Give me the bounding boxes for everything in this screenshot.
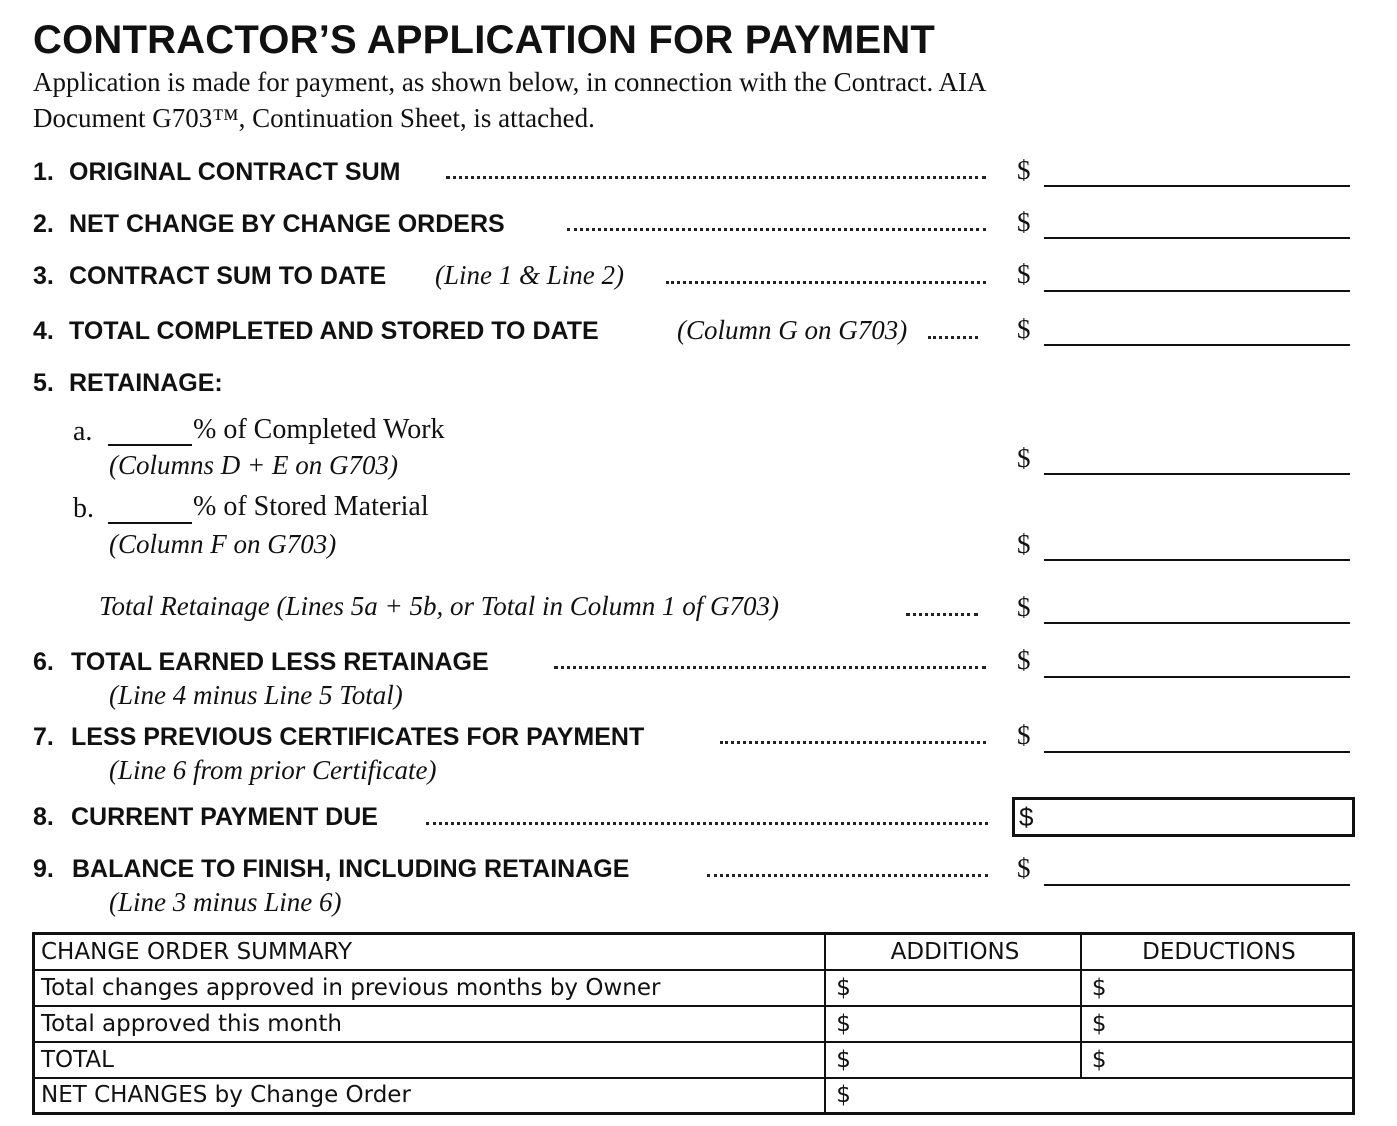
line-5b-letter: b. bbox=[73, 493, 94, 524]
additions-this-month-field[interactable]: $ bbox=[825, 1006, 1081, 1042]
deductions-previous-months-field[interactable]: $ bbox=[1081, 970, 1354, 1006]
line-7-label: LESS PREVIOUS CERTIFICATES FOR PAYMENT bbox=[71, 723, 645, 751]
line-5a-percent-field[interactable] bbox=[108, 444, 192, 446]
line-9-label: BALANCE TO FINISH, INCLUDING RETAINAGE bbox=[72, 855, 630, 883]
line-7-note: (Line 6 from prior Certificate) bbox=[109, 755, 437, 785]
line-5a-amount-field[interactable] bbox=[1044, 473, 1350, 475]
total-retainage-dollar: $ bbox=[1017, 592, 1031, 622]
total-retainage-leader bbox=[906, 613, 978, 616]
line-3-leader bbox=[666, 281, 986, 284]
row-label-this-month: Total approved this month bbox=[34, 1006, 826, 1042]
line-5b-note: (Column F on G703) bbox=[109, 529, 337, 559]
table-header-row bbox=[34, 934, 1354, 970]
header-additions: ADDITIONS bbox=[825, 934, 1081, 970]
line-3-dollar: $ bbox=[1017, 259, 1031, 289]
line-4-amount-field[interactable] bbox=[1044, 344, 1350, 346]
line-1-label: ORIGINAL CONTRACT SUM bbox=[69, 158, 401, 186]
line-6-amount-field[interactable] bbox=[1044, 676, 1350, 678]
change-order-summary-table bbox=[32, 932, 1355, 1115]
row-label-total: TOTAL bbox=[34, 1042, 826, 1078]
line-8-leader bbox=[426, 822, 988, 825]
line-7-amount-field[interactable] bbox=[1044, 751, 1350, 753]
intro-line-1: Application is made for payment, as shown below, in connection with the Contract. AIA bbox=[33, 67, 987, 97]
line-1-amount-field[interactable] bbox=[1044, 185, 1350, 187]
total-retainage-amount-field[interactable] bbox=[1044, 622, 1350, 624]
line-5-number: 5. bbox=[33, 369, 54, 397]
additions-total-field[interactable]: $ bbox=[825, 1042, 1081, 1078]
line-5a-dollar: $ bbox=[1017, 443, 1031, 473]
line-2-label: NET CHANGE BY CHANGE ORDERS bbox=[69, 210, 505, 238]
header-deductions: DEDUCTIONS bbox=[1081, 934, 1354, 970]
additions-previous-months-field[interactable]: $ bbox=[825, 970, 1081, 1006]
line-3-amount-field[interactable] bbox=[1044, 290, 1350, 292]
intro-line-2: Document G703™, Continuation Sheet, is attached. bbox=[33, 103, 595, 133]
table-row bbox=[34, 1006, 1354, 1042]
total-retainage-label: Total Retainage (Lines 5a + 5b, or Total in Column 1 of G703) bbox=[99, 591, 780, 621]
line-6-dollar: $ bbox=[1017, 645, 1031, 675]
line-5a-letter: a. bbox=[73, 416, 93, 447]
table-row bbox=[34, 1078, 1354, 1114]
deductions-this-month-field[interactable]: $ bbox=[1081, 1006, 1354, 1042]
line-7-number: 7. bbox=[33, 723, 54, 751]
line-3-number: 3. bbox=[33, 262, 54, 290]
line-4-leader bbox=[928, 336, 978, 339]
line-4-note: (Column G on G703) bbox=[677, 315, 908, 345]
row-label-previous-months: Total changes approved in previous months by Owner bbox=[34, 970, 826, 1006]
line-8-number: 8. bbox=[33, 803, 54, 831]
line-1-dollar: $ bbox=[1017, 155, 1031, 185]
row-label-net-changes: NET CHANGES by Change Order bbox=[34, 1078, 826, 1114]
table-row bbox=[34, 970, 1354, 1006]
line-6-note: (Line 4 minus Line 5 Total) bbox=[109, 680, 403, 710]
current-payment-due-field[interactable] bbox=[1012, 797, 1355, 837]
line-2-amount-field[interactable] bbox=[1044, 237, 1350, 239]
line-5a-label: % of Completed Work bbox=[193, 414, 445, 445]
line-5a-note: (Columns D + E on G703) bbox=[109, 450, 398, 480]
line-9-leader bbox=[707, 874, 988, 877]
line-5-label: RETAINAGE: bbox=[69, 369, 223, 397]
line-8-label: CURRENT PAYMENT DUE bbox=[71, 803, 378, 831]
line-4-label: TOTAL COMPLETED AND STORED TO DATE bbox=[69, 317, 599, 345]
line-1-number: 1. bbox=[33, 158, 54, 186]
line-6-number: 6. bbox=[33, 648, 54, 676]
line-3-note: (Line 1 & Line 2) bbox=[435, 260, 624, 290]
line-2-number: 2. bbox=[33, 210, 54, 238]
line-5b-label: % of Stored Material bbox=[193, 491, 429, 522]
line-7-dollar: $ bbox=[1017, 720, 1031, 750]
line-7-leader bbox=[720, 741, 986, 744]
line-5b-amount-field[interactable] bbox=[1044, 559, 1350, 561]
line-2-leader bbox=[567, 228, 986, 231]
deductions-total-field[interactable]: $ bbox=[1081, 1042, 1354, 1078]
table-row bbox=[34, 1042, 1354, 1078]
line-9-number: 9. bbox=[33, 855, 54, 883]
line-6-leader bbox=[554, 666, 986, 669]
line-8-dollar: $ bbox=[1019, 802, 1034, 832]
line-3-label: CONTRACT SUM TO DATE bbox=[69, 262, 387, 290]
line-9-amount-field[interactable] bbox=[1044, 884, 1350, 886]
header-change-order-summary: CHANGE ORDER SUMMARY bbox=[34, 934, 826, 970]
line-5b-percent-field[interactable] bbox=[108, 522, 192, 524]
net-changes-field[interactable]: $ bbox=[825, 1078, 1353, 1114]
line-9-dollar: $ bbox=[1017, 853, 1031, 883]
line-4-number: 4. bbox=[33, 317, 54, 345]
line-6-label: TOTAL EARNED LESS RETAINAGE bbox=[71, 648, 489, 676]
form-title: CONTRACTOR’S APPLICATION FOR PAYMENT bbox=[33, 18, 936, 62]
line-9-note: (Line 3 minus Line 6) bbox=[109, 887, 342, 917]
line-5b-dollar: $ bbox=[1017, 529, 1031, 559]
line-2-dollar: $ bbox=[1017, 207, 1031, 237]
line-1-leader bbox=[446, 176, 986, 179]
line-4-dollar: $ bbox=[1017, 314, 1031, 344]
